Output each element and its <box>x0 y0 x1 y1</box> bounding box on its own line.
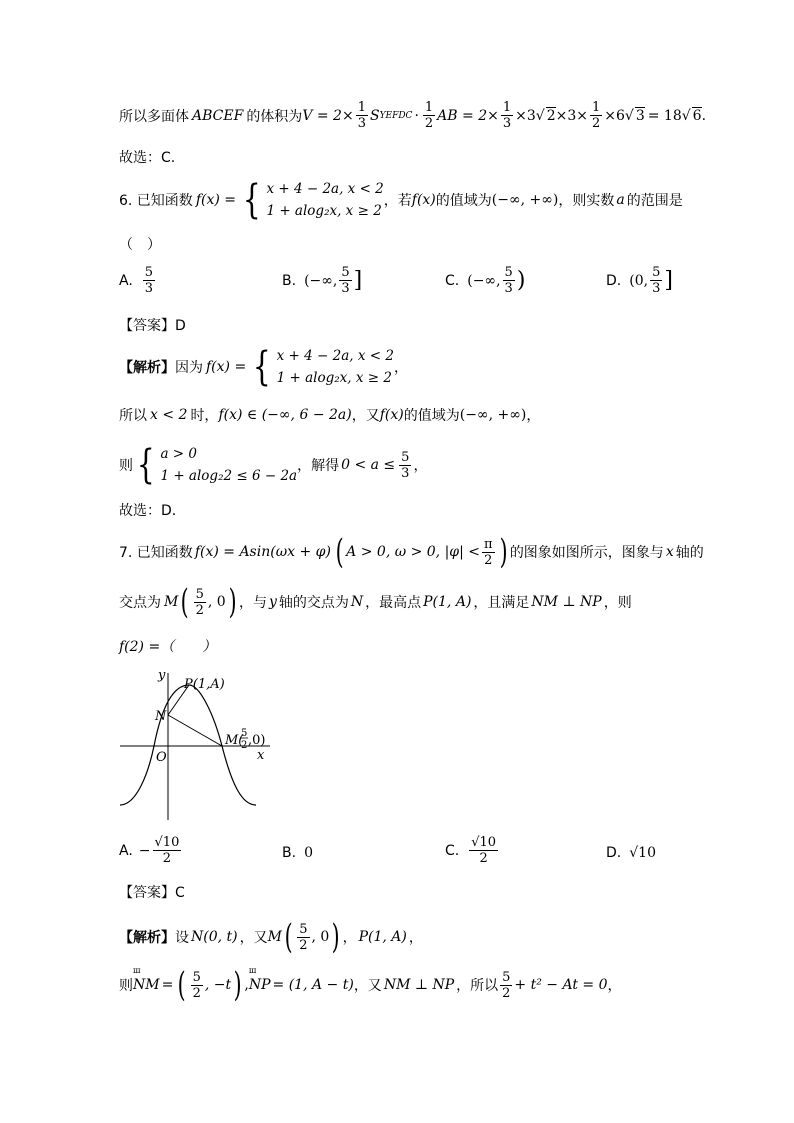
text: ，所以 <box>456 978 499 994</box>
math: 2 <box>546 108 556 124</box>
fraction: $\frac{5}{3}$ <box>341 265 350 296</box>
q7-ask <box>119 636 216 656</box>
math: ] <box>664 268 673 293</box>
point-n-label: N <box>155 709 167 724</box>
q6-option-c[interactable] <box>445 265 525 296</box>
math: x < 2 <box>150 407 188 423</box>
text: ， <box>607 978 622 994</box>
text: . <box>701 107 707 124</box>
text: 则 <box>119 978 133 994</box>
system: { a > 0 1 + alog₂2 ≤ 6 − 2a <box>136 442 298 488</box>
math: ABCEF <box>192 107 244 124</box>
fraction: $\frac{1}{3}$ <box>502 100 512 131</box>
text: ， <box>342 930 357 946</box>
math: NM ⊥ NP <box>531 594 602 610</box>
text: ，则实数 <box>558 193 615 209</box>
text: ，又 <box>351 408 380 424</box>
math: f(x) <box>379 407 404 423</box>
option-label: C. <box>445 842 460 859</box>
fraction: $\frac{5}{2}$ <box>299 921 308 953</box>
point-m-num: 5 <box>241 728 248 739</box>
option-label: D. <box>606 272 622 289</box>
math: P(1, A) <box>423 594 472 610</box>
math: f(x) <box>411 192 436 208</box>
vector-np: ш NP <box>248 966 271 993</box>
point-m-tail: ,0) <box>248 733 266 748</box>
math: (0, <box>629 272 649 289</box>
analysis-label: 【解析】 <box>119 360 175 376</box>
math: ×6 <box>604 107 625 124</box>
math: x <box>665 544 674 560</box>
math: ) <box>516 268 526 293</box>
fraction: $\frac{1}{2}$ <box>591 100 601 131</box>
math: − <box>138 842 151 859</box>
math: a <box>616 192 625 208</box>
q6-final: 故选：D. <box>119 503 177 519</box>
q6-option-a[interactable] <box>119 265 157 296</box>
q6-option-b[interactable] <box>282 265 362 296</box>
q6-stem <box>119 178 683 222</box>
fraction: $\frac{1}{2}$ <box>424 100 434 131</box>
option-label: D. <box>606 845 622 861</box>
text: ， <box>408 930 423 946</box>
fraction: $\frac{5}{3}$ <box>401 449 410 481</box>
piecewise: { x + 4 − 2a, x < 2 1 + alog₂x, x ≥ 2 <box>242 177 384 223</box>
option-label: A. <box>119 272 133 289</box>
q6-analysis-3 <box>119 443 427 487</box>
text: ，又 <box>353 978 382 994</box>
math: V = 2× <box>302 107 354 124</box>
q5-final: 故选：C. <box>119 150 176 166</box>
text: 所以多面体 <box>119 108 189 125</box>
q7-analysis-1: 【解析】 设 N(0, t) ，又 M ( $\frac{5}{2}$ , 0 ) ， P(1, A) ， <box>119 917 423 957</box>
math: = 18 <box>647 107 682 124</box>
math: f(x) = <box>206 359 247 375</box>
q6-analysis-1 <box>119 345 408 389</box>
text: ， <box>393 360 408 376</box>
sine-graph <box>118 665 278 825</box>
point-p-label: P(1,A) <box>184 677 225 692</box>
math: + t² − At = 0 <box>514 977 608 993</box>
math: (−∞, <box>304 272 338 289</box>
math: ] <box>353 268 363 293</box>
fraction: $\frac{\pi}{2}$ <box>484 536 493 568</box>
analysis-label: 【解析】 <box>119 930 175 946</box>
fraction: $\frac{5}{2}$ <box>195 586 204 618</box>
math: , −t <box>204 977 232 993</box>
text: 的值域为 <box>435 193 492 209</box>
fraction: $\frac{1}{3}$ <box>357 100 366 131</box>
origin-label: O <box>156 750 167 765</box>
q7-analysis-2: 则 ш NM = ( $\frac{5}{2}$ , −t ) , ш NP = (1, A − t) ，又 NM ⊥ NP ，所以 $\frac{5}{2}$ + t² − At = 0 ， <box>119 965 622 1005</box>
math: ×3 <box>515 107 536 124</box>
q7-answer: 【答案】C <box>119 885 185 901</box>
q6-option-d[interactable] <box>606 265 673 296</box>
option-label: B. <box>282 845 297 861</box>
q7-option-a[interactable] <box>119 835 183 866</box>
text: 因为 <box>175 360 203 376</box>
math: y <box>268 594 277 610</box>
text: ，则 <box>603 595 632 611</box>
q6-blank: （ ） <box>119 237 161 253</box>
math: NM ⊥ NP <box>383 977 455 993</box>
q7-option-d[interactable] <box>606 845 656 861</box>
text: 轴的 <box>675 545 704 561</box>
math: N(0, t) <box>191 929 238 945</box>
option-label: B. <box>282 272 297 289</box>
option-label: C. <box>445 272 460 289</box>
math: = <box>161 977 174 993</box>
volume-line: 所以多面体 ABCEF 的体积为 V = 2× $\frac{1}{3}$ S YEFDC · $\frac{1}{2}$ AB = 2× $\frac{1}{3}$ ×3 √ 2 ×3× $\frac{1}{2}$ ×6 √ 3 = 18 √ 6 . <box>119 100 707 131</box>
text: ，若 <box>383 193 412 209</box>
math: 0 < a ≤ <box>341 457 396 473</box>
text: 的体积为 <box>246 108 303 125</box>
question-number: 6. 已知函数 <box>119 193 193 209</box>
text: ，且满足 <box>473 595 530 611</box>
q7-option-b[interactable] <box>282 845 313 861</box>
math: f(x) = Asin(ωx + φ) <box>194 544 331 560</box>
text: ，解得 <box>297 458 340 474</box>
math: = (1, A − t) <box>272 977 354 993</box>
text: 的图象如图所示，图象与 <box>509 545 664 561</box>
math: (−∞, <box>467 272 501 289</box>
q7-stem-2: 交点为 M ( $\frac{5}{2}$ , 0 ) ，与 y 轴的交点为 N ，最高点 P(1, A) ，且满足 NM ⊥ NP ，则 <box>119 582 632 622</box>
point-m-den: 2 <box>241 740 248 751</box>
math: 0 <box>304 845 313 861</box>
math: f(2) =（ ） <box>119 639 217 655</box>
math: A > 0, ω > 0, |φ| < <box>346 544 480 560</box>
q7-stem-1: 7. 已知函数 f(x) = Asin(ωx + φ) ( A > 0, ω > 0, |φ| < $\frac{\pi}{2}$ ) 的图象如图所示，图象与 x 轴的 <box>119 532 704 572</box>
math: f(x) = <box>195 192 236 208</box>
fraction: $\frac{√10}{2}$ <box>154 835 180 866</box>
fraction: $\frac{5}{3}$ <box>652 265 661 296</box>
fraction: $\frac{5}{3}$ <box>144 265 154 296</box>
q7-option-c[interactable] <box>445 835 500 866</box>
math: M <box>164 594 179 610</box>
math: (−∞, +∞) <box>459 407 527 423</box>
text: ， <box>526 408 541 424</box>
text: 的范围是 <box>626 193 683 209</box>
math: f(x) ∈ (−∞, 6 − 2a) <box>218 407 352 423</box>
x-axis-label: x <box>257 748 265 763</box>
math: M <box>267 929 282 945</box>
option-label: A. <box>119 842 133 859</box>
y-axis-label: y <box>158 668 166 683</box>
text: 所以 <box>119 408 147 424</box>
text: 轴的交点为 <box>278 595 349 611</box>
text: 时， <box>190 408 219 424</box>
fraction: $\frac{5}{2}$ <box>192 969 201 1001</box>
text: ，又 <box>239 930 268 946</box>
math: , 0 <box>311 929 330 945</box>
subscript: YEFDC <box>379 110 413 121</box>
point-m-label: M( <box>225 733 244 748</box>
text: 则 <box>119 458 133 474</box>
math: P(1, A) <box>358 929 407 945</box>
math: (−∞, +∞) <box>491 192 559 208</box>
math: 3 <box>635 108 645 124</box>
math: , 0 <box>207 594 226 610</box>
text: ，最高点 <box>365 595 422 611</box>
math: √10 <box>629 845 656 861</box>
q6-answer: 【答案】D <box>119 318 186 334</box>
text: 交点为 <box>119 595 161 611</box>
text: 设 <box>175 930 189 946</box>
text: ，与 <box>238 595 267 611</box>
math: AB = 2× <box>437 107 499 124</box>
fraction: $\frac{5}{3}$ <box>504 265 513 296</box>
math: N <box>350 594 364 610</box>
math: 6 <box>692 108 702 124</box>
text: ， <box>413 458 428 474</box>
fraction: $\frac{5}{2}$ <box>502 969 511 1001</box>
vector-nm: ш NM <box>133 966 160 993</box>
question-number: 7. 已知函数 <box>119 545 193 561</box>
q6-analysis-2 <box>119 405 540 425</box>
math: ×3× <box>555 107 588 124</box>
text: 的值域为 <box>403 408 460 424</box>
math: S <box>369 107 380 124</box>
fraction: $\frac{√10}{2}$ <box>471 835 497 866</box>
piecewise: { x + 4 − 2a, x < 2 1 + alog₂x, x ≥ 2 <box>253 344 394 390</box>
